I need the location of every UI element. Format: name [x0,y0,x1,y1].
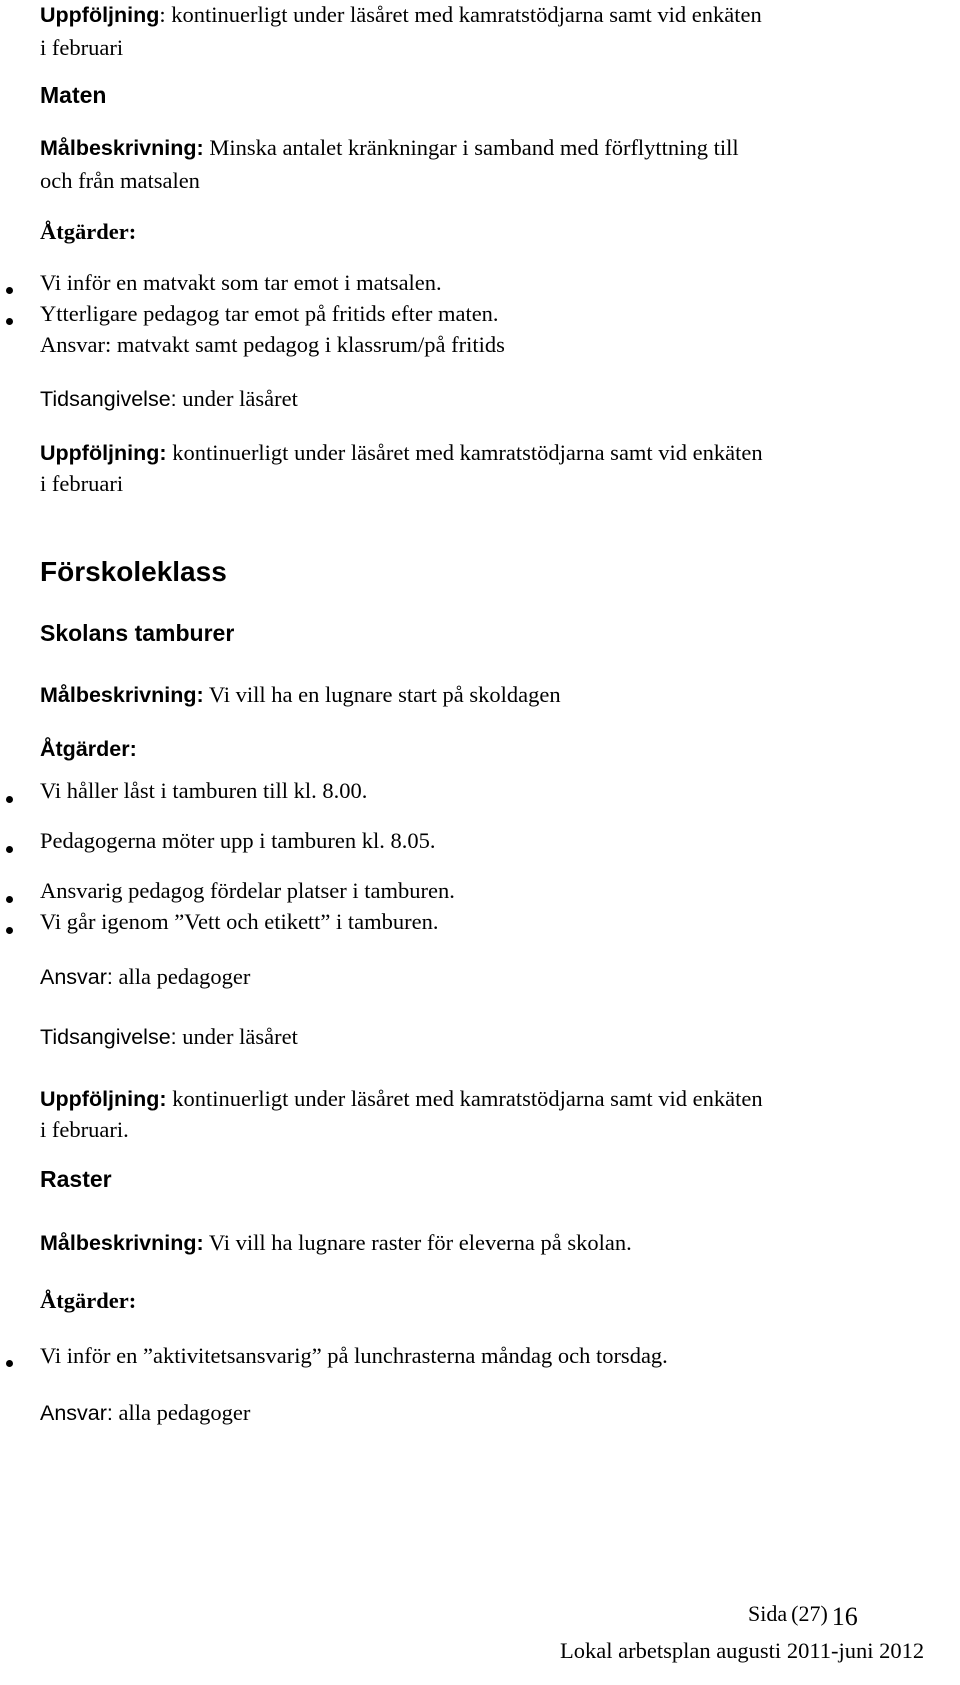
followup-text: kontinuerligt under läsåret med kamratstödjarna samt vid enkäten [166,440,763,465]
goal-paragraph [40,678,561,712]
goal-text: Minska antalet kränkningar i samband med förflyttning till [203,135,739,160]
goal-paragraph [40,131,739,165]
goal-text-cont: och från matsalen [40,168,200,193]
list-item: Vi håller låst i tamburen till kl. 8.00. [40,778,368,803]
responsibility-text: alla pedagoger [112,964,251,989]
followup-text: kontinuerligt under läsåret med kamratstödjarna samt vid enkäten [166,1086,763,1111]
followup-label: Uppföljning: [40,1087,167,1111]
list-item: Vi inför en matvakt som tar emot i matsalen. [40,270,442,295]
page-indicator [748,1598,858,1631]
actions-heading [40,1284,136,1317]
followup-paragraph-cont [40,31,123,64]
actions-heading [40,215,136,248]
page-label: Sida [748,1601,788,1626]
page-total: (27) [791,1601,828,1626]
followup-paragraph [40,0,762,32]
responsibility-label: Ansvar: [40,1401,113,1425]
page-number: 16 [831,1602,858,1631]
bullet-icon [6,1360,13,1367]
goal-label: Målbeskrivning: [40,683,204,707]
goal-label: Målbeskrivning: [40,136,204,160]
time-paragraph [40,382,298,416]
list-item: Vi går igenom ”Vett och etikett” i tamburen. [40,909,439,934]
section-heading-raster: Raster [40,1166,112,1192]
goal-paragraph-cont [40,164,200,197]
bullet-icon [6,287,13,294]
followup-text-cont: i februari [40,35,124,60]
bullet-icon [6,896,13,903]
actions-label: Åtgärder: [40,219,137,244]
followup-text-cont: i februari [40,471,124,496]
goal-text: Vi vill ha en lugnare start på skoldagen [203,682,561,707]
list-item: Pedagogerna möter upp i tamburen kl. 8.05. [40,828,436,853]
goal-label: Målbeskrivning: [40,1231,204,1255]
bullet-icon [6,846,13,853]
followup-text-cont: i februari. [40,1117,129,1142]
followup-label: Uppföljning [40,3,160,27]
goal-text: Vi vill ha lugnare raster för eleverna på skolan. [203,1230,632,1255]
bullet-icon [6,318,13,325]
followup-paragraph-cont [40,1113,129,1146]
section-heading-maten: Maten [40,82,107,108]
section-heading-forskoleklass: Förskoleklass [40,556,227,587]
time-paragraph [40,1020,298,1054]
time-label: Tidsangivelse: [40,1025,177,1049]
actions-label: Åtgärder: [40,737,137,761]
followup-paragraph [40,1082,763,1116]
actions-heading [40,732,137,766]
subsection-heading: Skolans tamburer [40,620,235,646]
bullet-icon [6,927,13,934]
responsibility-text: Ansvar: matvakt samt pedagog i klassrum/på fritids [40,332,505,357]
time-text: under läsåret [176,386,298,411]
list-item: Ytterligare pedagog tar emot på fritids efter maten. [40,301,499,326]
footer-doc-title: Lokal arbetsplan augusti 2011-juni 2012 [560,1638,925,1663]
time-text: under läsåret [176,1024,298,1049]
responsibility-paragraph [40,960,250,994]
bullet-icon [6,796,13,803]
list-item: Vi inför en ”aktivitetsansvarig” på lunchrasterna måndag och torsdag. [40,1343,668,1368]
list-item: Ansvarig pedagog fördelar platser i tamburen. [40,878,455,903]
followup-paragraph [40,436,763,470]
responsibility-label: Ansvar: [40,965,113,989]
time-label: Tidsangivelse: [40,387,177,411]
goal-paragraph [40,1226,632,1260]
followup-text: : kontinuerligt under läsåret med kamratstödjarna samt vid enkäten [159,2,762,27]
responsibility-paragraph [40,1396,250,1430]
followup-paragraph-cont [40,467,123,500]
responsibility-text: alla pedagoger [112,1400,251,1425]
followup-label: Uppföljning: [40,441,167,465]
actions-label: Åtgärder: [40,1288,137,1313]
